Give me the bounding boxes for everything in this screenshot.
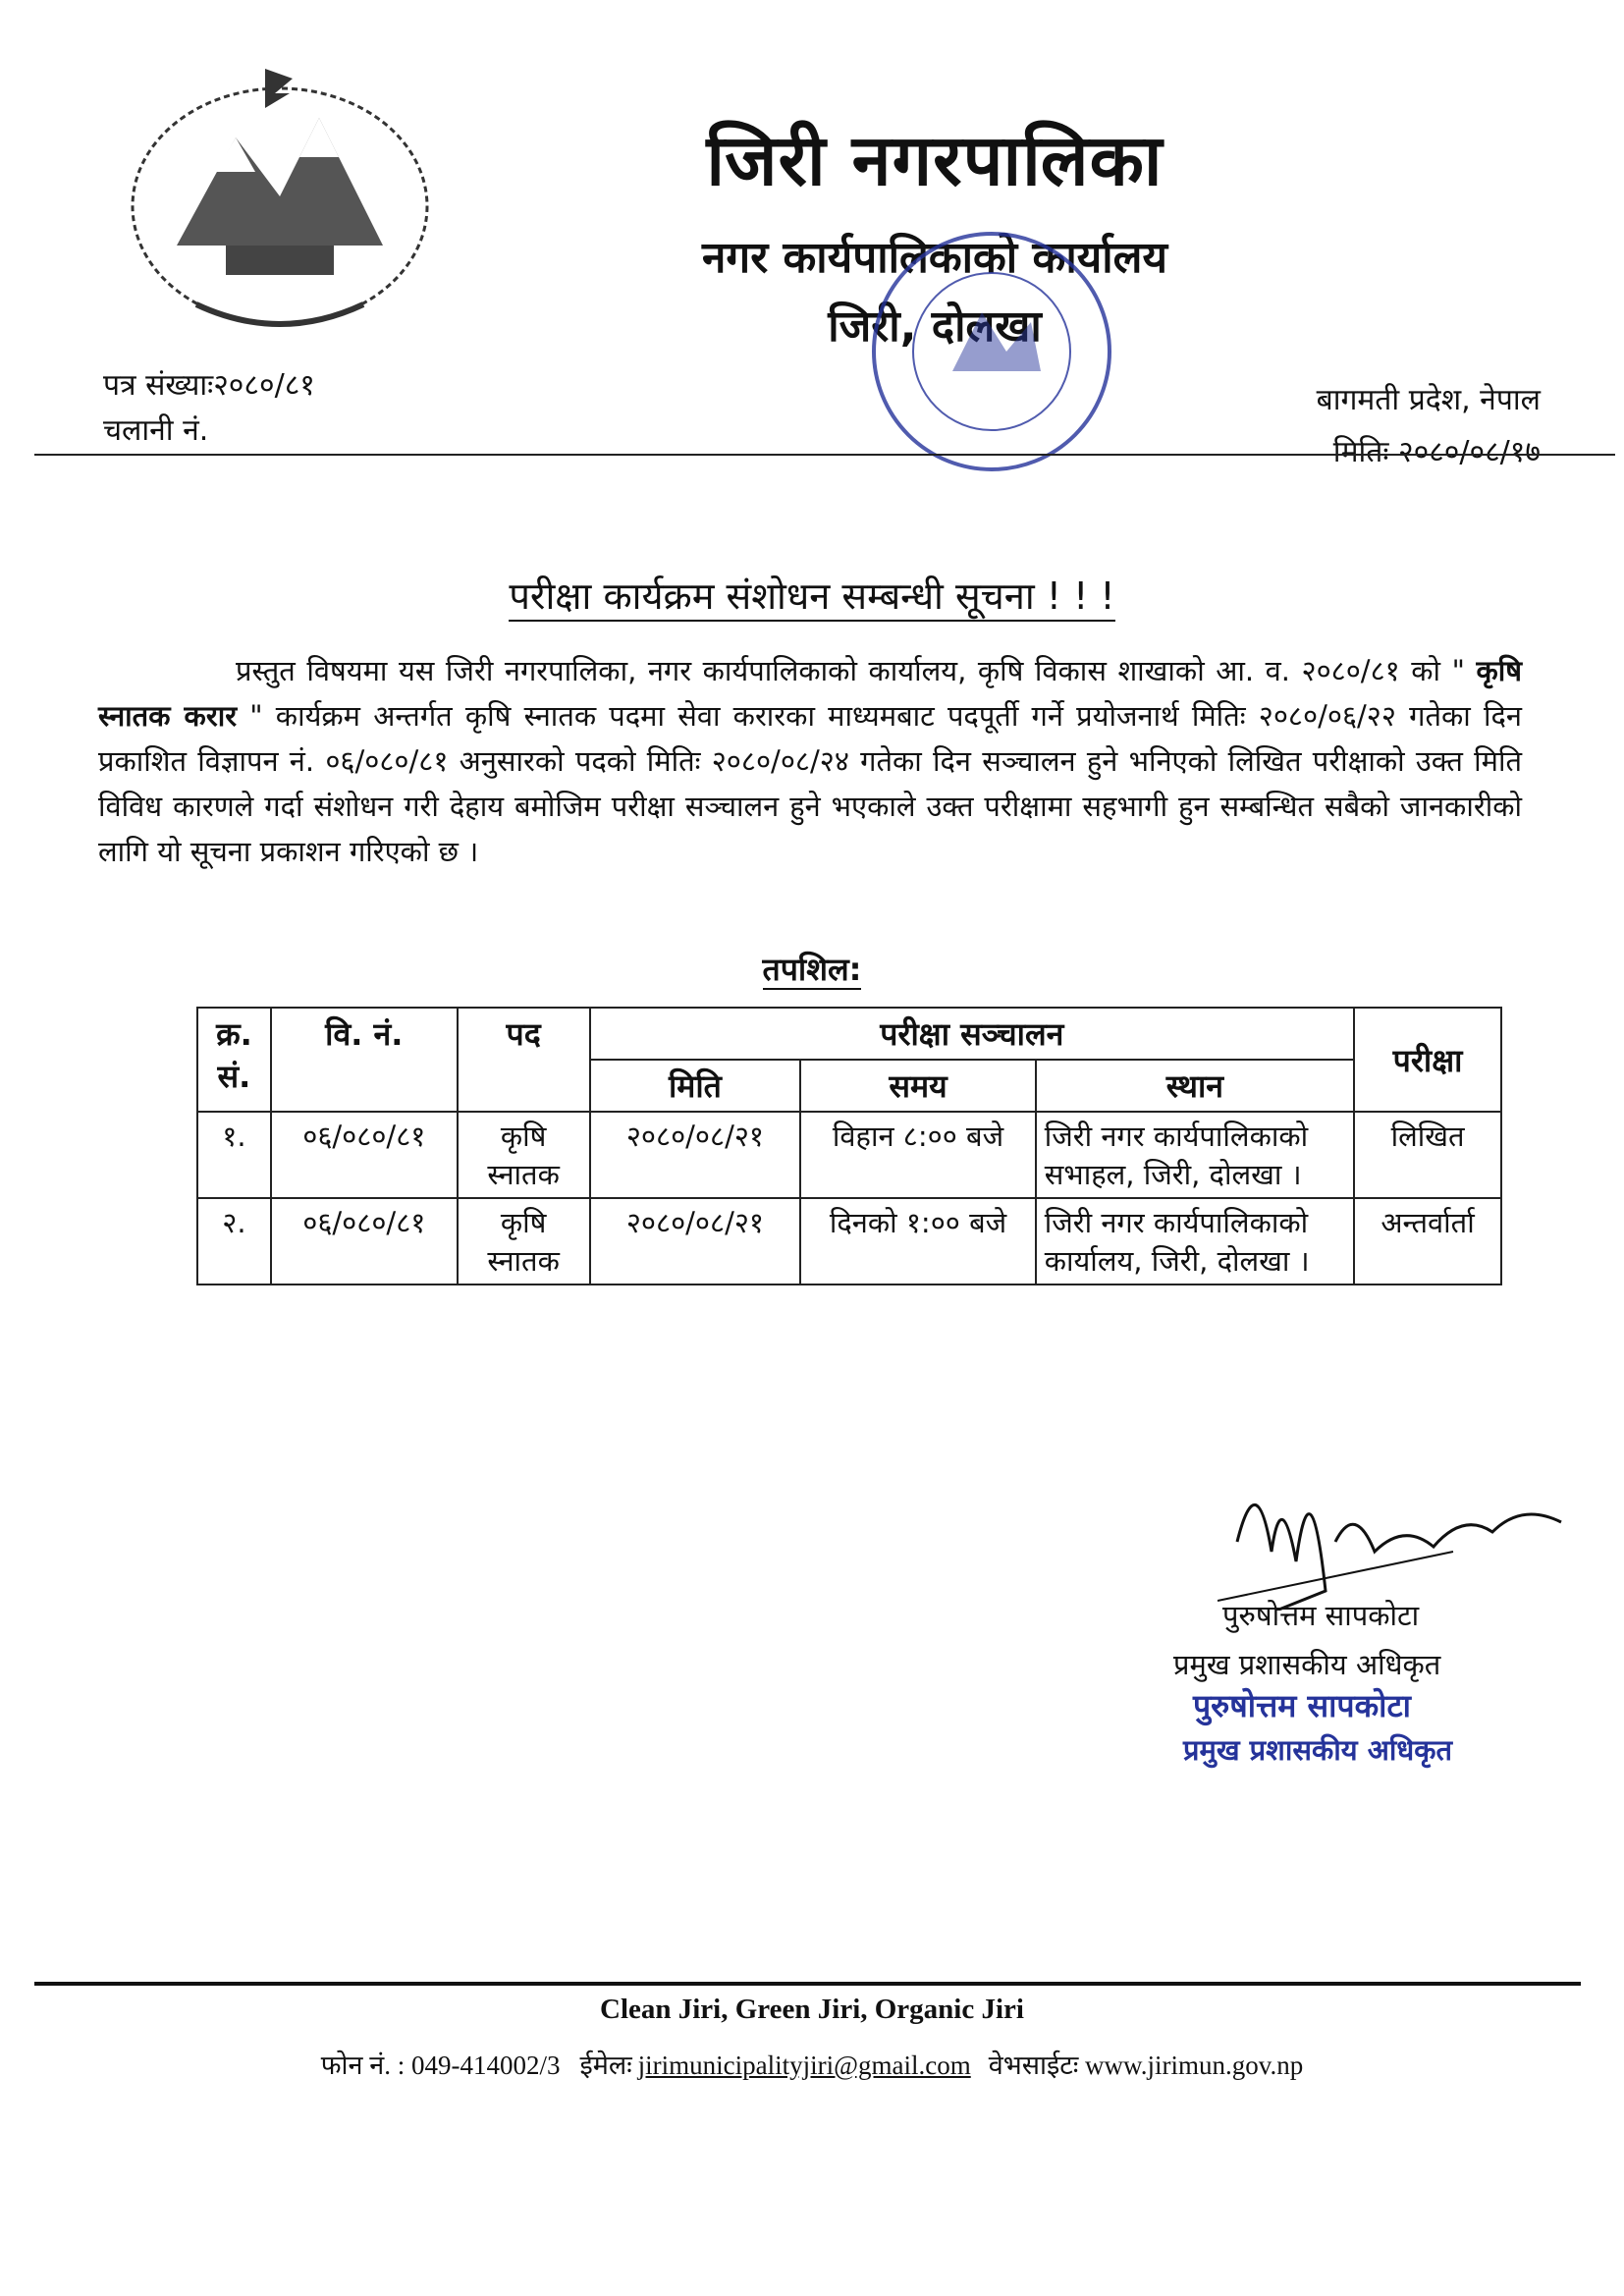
row-sn: २. [197, 1198, 271, 1285]
name-stamp: पुरुषोत्तम सापकोटा [1193, 1687, 1411, 1724]
notice-body [98, 648, 1522, 874]
exam-schedule-table [196, 1007, 1502, 1285]
header-venue: स्थान [1036, 1060, 1354, 1112]
row-adv-no: ०६/०८०/८१ [271, 1112, 458, 1198]
footer-slogan: Clean Jiri, Green Jiri, Organic Jiri [600, 1994, 1024, 2025]
letter-number: पत्र संख्याः२०८०/८१ [103, 368, 315, 403]
header-post: पद [458, 1008, 590, 1112]
header-sn: क्र. सं. [197, 1008, 271, 1112]
office-stamp-icon [844, 214, 1139, 489]
row-venue: जिरी नगर कार्यपालिकाको सभाहल, जिरी, दोलखा । [1036, 1112, 1354, 1198]
row-time: दिनको १:०० बजे [800, 1198, 1035, 1285]
row-sn: १. [197, 1112, 271, 1198]
row-post: कृषि स्नातक [458, 1112, 590, 1198]
header-exam: परीक्षा [1354, 1008, 1501, 1112]
header-adv-no: वि. नं. [271, 1008, 458, 1112]
header-divider [34, 454, 1615, 456]
phone-number: फोन नं. : 049-414002/3 [320, 2050, 561, 2080]
table-row [197, 1112, 1501, 1198]
details-label: तपशिल: [762, 951, 862, 988]
notice-text-part2: " कार्यक्रम अन्तर्गत कृषि स्नातक पदमा सेवा करारका माध्यमबाट पदपूर्ती गर्ने प्रयोजनार्थ मितिः २०८०/०६/२२ गतेका दिन प्रकाशित विज्ञापन नं. ०६/०८०/८१ अनुसारको पदको मितिः २०८०/०८/२४ गतेका दिन सञ्चालन हुने भनिएको लिखित परीक्षाको उक्त मिति विविध कारणले गर्दा संशोधन गरी देहाय बमोजिम परीक्षा सञ्चालन हुने भएकाले उक्त परीक्षामा सहभागी हुन सम्बन्धित सबैको जानकारीको लागि यो सूचना प्रकाशन गरिएको छ । [98, 699, 1522, 868]
dispatch-number: चलानी नं. [103, 413, 209, 448]
notice-text-part1: प्रस्तुत विषयमा यस जिरी नगरपालिका, नगर कार्यपालिकाको कार्यालय, कृषि विकास शाखाको आ. व. २०८०/८१ को " [236, 654, 1477, 687]
row-date: २०८०/०८/२१ [590, 1198, 801, 1285]
email-link[interactable]: jirimunicipalityjiri@gmail.com [637, 2050, 971, 2080]
row-time: विहान ८:०० बजे [800, 1112, 1035, 1198]
office-title: नगर कार्यपालिकाको कार्यालय [702, 233, 1167, 283]
row-date: २०८०/०८/२१ [590, 1112, 801, 1198]
row-adv-no: ०६/०८०/८१ [271, 1198, 458, 1285]
row-exam: अन्तर्वार्ता [1354, 1198, 1501, 1285]
footer-divider [34, 1982, 1581, 1986]
post-stamp: प्रमुख प्रशासकीय अधिकृत [1183, 1733, 1453, 1767]
province: बागमती प्रदेश, नेपाल [1316, 383, 1541, 417]
notice-title [0, 570, 1624, 621]
row-post: कृषि स्नातक [458, 1198, 590, 1285]
footer-contact [0, 2046, 1624, 2082]
program-name: कृषि स्नातक करार [98, 654, 1522, 733]
table-row [197, 1198, 1501, 1285]
header-date: मिति [590, 1060, 801, 1112]
header-time: समय [800, 1060, 1035, 1112]
header-conduct: परीक्षा सञ्चालन [590, 1008, 1355, 1060]
email-label: ईमेलः [579, 2050, 632, 2080]
signatory-post: प्रमुख प्रशासकीय अधिकृत [1173, 1648, 1441, 1681]
notice-title-text: परीक्षा कार्यक्रम संशोधन सम्बन्धी सूचना ! ! ! [509, 574, 1114, 622]
handwritten-signature-icon [1218, 1444, 1591, 1611]
signatory-name: पुरुषोत्तम सापकोटा [1222, 1599, 1420, 1632]
website[interactable]: वेभसाईटः www.jirimun.gov.np [988, 2050, 1304, 2080]
row-exam: लिखित [1354, 1112, 1501, 1198]
municipality-title: जिरी नगरपालिका [706, 119, 1164, 201]
office-location: जिरी, दोलखा [828, 301, 1042, 352]
details-heading [0, 948, 1624, 990]
row-venue: जिरी नगर कार्यपालिकाको कार्यालय, जिरी, दोलखा । [1036, 1198, 1354, 1285]
letter-date: मितिः २०८०/०८/१७ [1332, 435, 1541, 469]
